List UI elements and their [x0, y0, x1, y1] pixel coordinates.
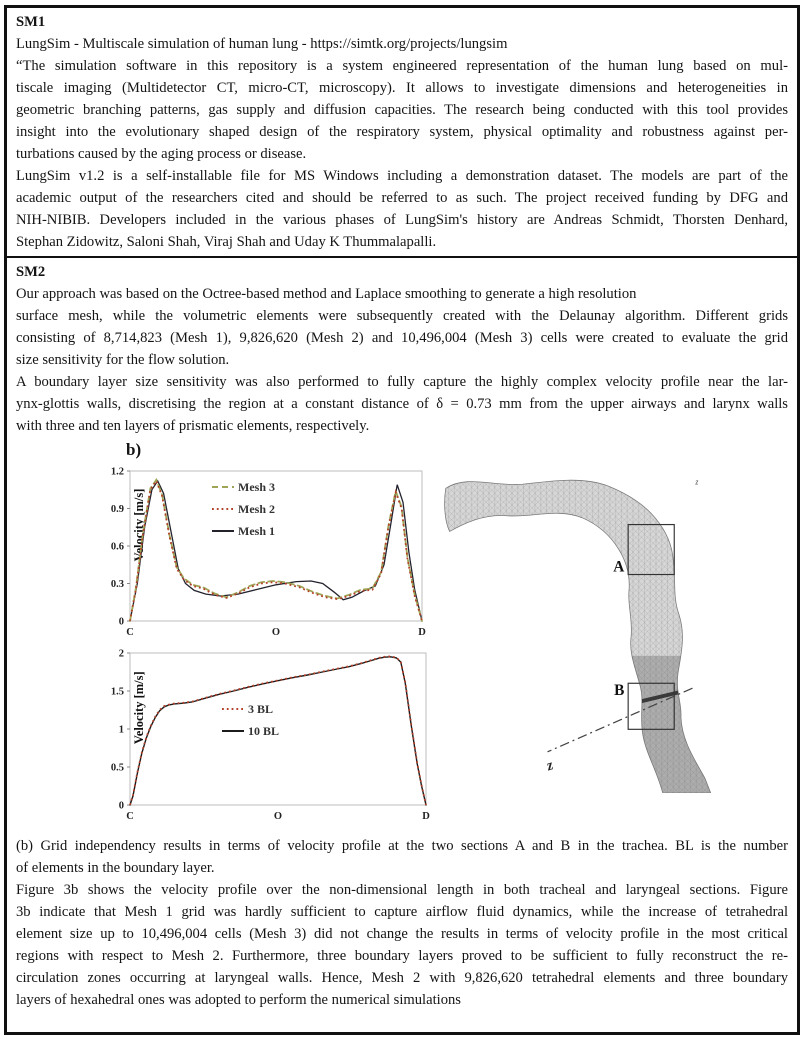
series-mesh-3	[130, 480, 422, 621]
sm1-body	[16, 33, 788, 253]
y-tick-label: 0	[118, 800, 124, 812]
corner-mark: z	[695, 477, 699, 487]
y-tick-label: 0.9	[110, 504, 124, 515]
figure-charts-column	[100, 439, 434, 835]
text-line: LungSim v1.2 is a self-installable file for MS Windows including a demonstration dataset. The models are part of the	[16, 168, 788, 184]
y-tick-label: 0.6	[110, 541, 124, 553]
series-mesh-2	[130, 481, 422, 621]
figure-panel-label: b)	[126, 440, 142, 459]
sm2-discussion	[16, 879, 788, 1011]
text-line: insight into the evolutionary shaped design of the respiratory system, physical optimality and robustness against per-	[16, 124, 788, 140]
section-b-label: B	[614, 681, 625, 700]
z-axis-label: z	[544, 757, 556, 775]
trachea-dark-region	[584, 656, 800, 793]
sm2-heading: SM2	[16, 264, 46, 280]
text-line: element size up to 10,496,004 cells (Mesh 3) did not change the results in terms of velocity profile in the most critical	[16, 926, 788, 942]
legend-label: 10 BL	[248, 724, 280, 738]
figure-caption	[16, 835, 788, 879]
y-tick-label: 1.5	[110, 686, 124, 698]
legend-label: Mesh 1	[238, 524, 275, 538]
y-tick-label: 0.3	[110, 579, 124, 590]
text-line: academic output of the researchers cited and should be referred to as such. The project received funding by DFG and	[16, 190, 788, 206]
section-a-label: A	[613, 558, 625, 576]
text-line: regions with respect to Mesh 2. Furthermore, three boundary layers proved to be sufficient to fully reconstruct the re-	[16, 948, 788, 964]
text-line: surface mesh, while the volumetric elements were subsequently created with the Delaunay algorithm. Different grids	[16, 308, 788, 324]
x-tick-label: D	[422, 811, 430, 822]
figure-3b	[16, 439, 788, 835]
text-line: turbations caused by the aging process or disease.	[16, 146, 307, 162]
legend-label: Mesh 2	[238, 502, 275, 516]
text-line: Our approach was based on the Octree-based method and Laplace smoothing to generate a high resolution	[16, 286, 637, 302]
trachea-mesh-image	[440, 455, 800, 793]
section-sm1	[7, 8, 797, 258]
legend-label: 3 BL	[248, 702, 274, 716]
figure-mesh-column	[440, 455, 800, 793]
text-line: NIH-NIBIB. Developers included in the various phases of LungSim's history are Andreas Schmidt, Thorsten Denhard,	[16, 212, 788, 228]
text-line: “The simulation software in this repository is a system engineered representation of the human lung based on mul-	[16, 58, 788, 74]
y-tick-label: 1	[118, 724, 124, 736]
y-tick-label: 0.5	[110, 762, 124, 774]
y-axis-label: Velocity [m/s]	[132, 488, 146, 562]
legend-label: Mesh 3	[238, 480, 275, 494]
text-line: (b) Grid independency results in terms of velocity profile at the two sections A and B in the trachea. BL is the number	[16, 838, 788, 854]
sm1-heading: SM1	[16, 14, 46, 30]
text-line: with three and ten layers of prismatic elements, respectively.	[16, 418, 370, 434]
text-line: Figure 3b shows the velocity profile over the non-dimensional length in both tracheal and laryngeal sections. Figure	[16, 882, 788, 898]
y-axis-label: Velocity [m/s]	[132, 671, 146, 745]
text-line: tiscale imaging (Multidetector CT, micro-CT, microscopy). It allows to investigate dimensions and heterogeneities in	[16, 80, 788, 96]
sm2-intro	[16, 283, 788, 437]
text-line: layers of hexahedral ones was adopted to perform the numerical simulations	[16, 992, 461, 1008]
text-line: LungSim - Multiscale simulation of human lung - https://simtk.org/projects/lungsim	[16, 36, 508, 52]
text-line: circulation zones occurring at laryngeal walls. Hence, Mesh 2 with 9,826,620 tetrahedral elements and three boundary	[16, 970, 788, 986]
text-line: A boundary layer size sensitivity was also performed to fully capture the highly complex velocity profile near the lar-	[16, 374, 788, 390]
section-sm2	[7, 258, 797, 1030]
text-line: ynx-glottis walls, discretising the region at a constant distance of δ = 0.73 mm from the upper airways and larynx walls	[16, 396, 788, 412]
y-tick-label: 2	[118, 648, 124, 660]
text-line: of elements in the boundary layer.	[16, 860, 215, 876]
x-tick-label: D	[418, 627, 426, 638]
chart-velocity-section-a	[100, 463, 434, 647]
x-tick-label: C	[126, 627, 134, 638]
text-line: size sensitivity for the flow solution.	[16, 352, 230, 368]
y-tick-label: 1.2	[110, 466, 124, 478]
text-line: geometric branching patterns, gas supply and diffusion capacities. The research being conducted with this tool provides	[16, 102, 788, 118]
x-tick-label: C	[126, 811, 134, 822]
text-line: consisting of 8,714,823 (Mesh 1), 9,826,620 (Mesh 2) and 10,496,004 (Mesh 3) cells were created to evaluate the grid	[16, 330, 788, 346]
series-mesh-1	[130, 481, 422, 621]
text-line: 3b indicate that Mesh 1 grid was hardly sufficient to capture airflow fluid dynamics, while the increase of tetrahedral	[16, 904, 788, 920]
text-line: Stephan Zidowitz, Saloni Shah, Viraj Shah and Uday K Thummalapalli.	[16, 234, 437, 250]
document-frame	[4, 5, 800, 1035]
chart-velocity-section-b	[100, 647, 434, 835]
x-tick-label: O	[273, 811, 283, 822]
x-tick-label: O	[271, 627, 281, 638]
y-tick-label: 0	[118, 616, 124, 628]
